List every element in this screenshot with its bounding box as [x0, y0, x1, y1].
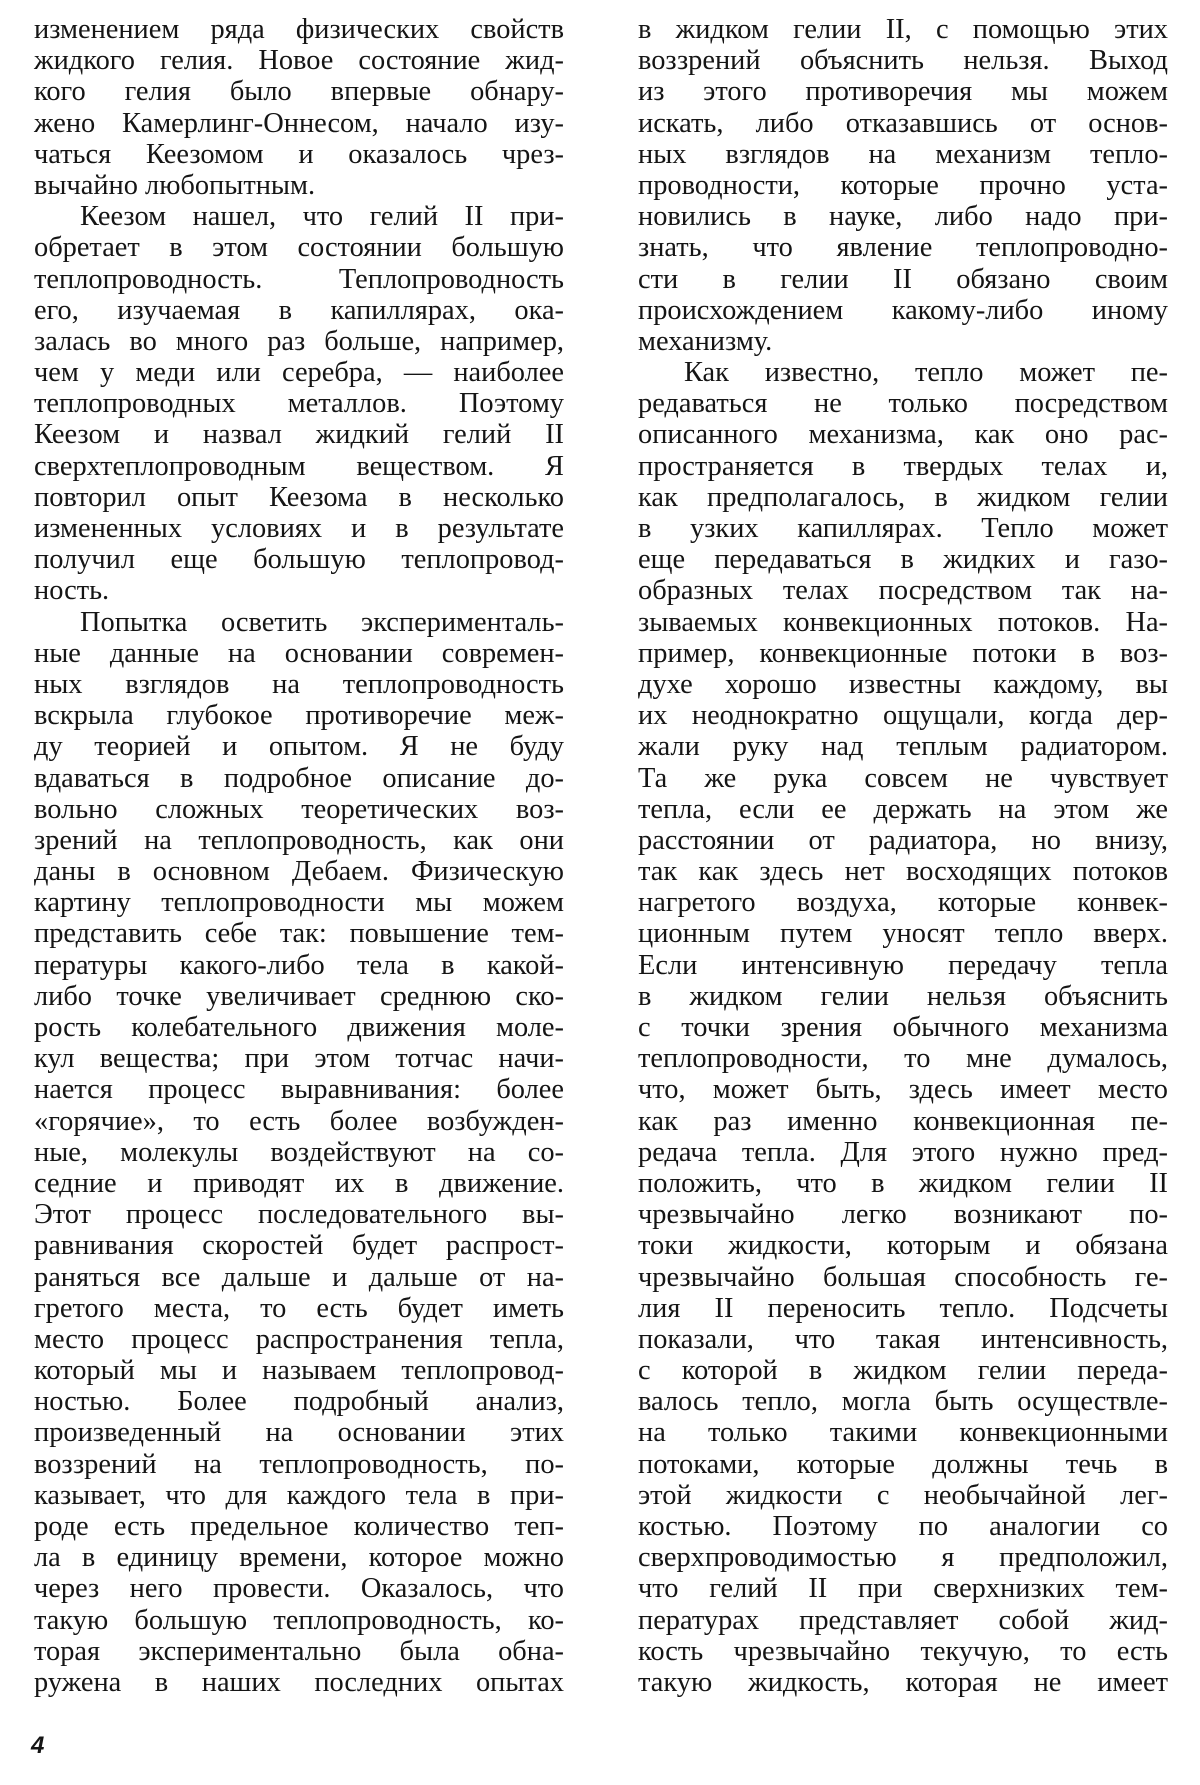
text-line: ных взглядов на теплопроводность [34, 668, 564, 700]
text-line: казывает, что для каждого тела в при- [34, 1479, 564, 1511]
text-line: нагретого воздуха, которые конвек- [638, 887, 1168, 919]
text-line: сти в гелии II обязано своим [638, 263, 1168, 295]
text-line: равнивания скоростей будет распрост- [34, 1230, 564, 1262]
right-text-column [638, 14, 1168, 1698]
text-line: картину теплопроводности мы можем [34, 887, 564, 919]
text-line: знать, что явление теплопроводно- [638, 232, 1168, 264]
text-line: еще передаваться в жидких и газо- [638, 544, 1168, 576]
text-line: ционным путем уносят тепло вверх. [638, 918, 1168, 950]
text-line: ные, молекулы воздействуют на со- [34, 1136, 564, 1168]
text-line: произведенный на основании этих [34, 1417, 564, 1449]
text-line: чаться Кеезомом и оказалось чрез- [34, 138, 564, 170]
text-line: положить, что в жидком гелии II [638, 1167, 1168, 1199]
text-line: роде есть предельное количество теп- [34, 1511, 564, 1542]
text-line: ла в единицу времени, которое можно [34, 1542, 564, 1574]
text-line: Попытка осветить эксперименталь- [80, 606, 564, 638]
text-line: торая экспериментально была обна- [34, 1635, 564, 1667]
text-line: вычайно любопытным. [34, 169, 316, 201]
text-line: токи жидкости, которым и обязана [638, 1230, 1168, 1262]
text-line: потоками, которые должны течь в [638, 1448, 1168, 1480]
text-line: рость колебательного движения моле- [34, 1012, 564, 1043]
text-line: редаваться не только посредством [638, 388, 1168, 420]
text-line: проводности, которые прочно уста- [638, 169, 1168, 201]
text-line: показали, что такая интенсивность, [638, 1323, 1168, 1355]
text-line: чрезвычайно легко возникают по- [638, 1199, 1168, 1231]
text-line: происхождением какому-либо иному [638, 294, 1168, 326]
text-line: залась во много раз больше, например, [34, 325, 564, 357]
text-line: Та же рука совсем не чувствует [638, 762, 1168, 794]
text-line: новились в науке, либо надо при- [638, 201, 1168, 233]
text-line: такую большую теплопроводность, ко- [34, 1604, 564, 1636]
text-line: из этого противоречия мы можем [638, 76, 1168, 108]
left-text-column [34, 14, 564, 1698]
text-line: что, может быть, здесь имеет место [638, 1074, 1168, 1106]
text-line: Этот процесс последовательного вы- [34, 1199, 564, 1231]
text-line: этой жидкости с необычайной лег- [638, 1479, 1168, 1511]
text-line: жали руку над теплым радиатором. [638, 731, 1168, 763]
text-line: повторил опыт Кеезома в несколько [34, 481, 564, 513]
text-line: что гелий II при сверхнизких тем- [638, 1573, 1168, 1605]
text-line: сверхтеплопроводным веществом. Я [34, 450, 564, 482]
text-line: раняться все дальше и дальше от на- [34, 1261, 564, 1293]
text-line: зрений на теплопроводность, как они [34, 824, 564, 856]
text-line: ду теорией и опытом. Я не буду [34, 731, 564, 763]
text-line: редача тепла. Для этого нужно пред- [638, 1136, 1168, 1168]
text-line: Как известно, тепло может пе- [684, 357, 1168, 389]
text-line: в жидком гелии II, с помощью этих [638, 14, 1168, 45]
text-line: костью. Поэтому по аналогии со [638, 1511, 1168, 1542]
text-line: Если интенсивную передачу тепла [638, 949, 1168, 981]
text-line: в жидком гелии нельзя объяснить [638, 980, 1168, 1012]
text-line: который мы и называем теплопровод- [34, 1355, 564, 1387]
text-line: лия II переносить тепло. Подсчеты [638, 1292, 1168, 1324]
text-line: вдаваться в подробное описание до- [34, 762, 564, 794]
text-line: в узких капиллярах. Тепло может [638, 513, 1168, 544]
text-line: представить себе так: повышение тем- [34, 918, 564, 950]
text-line: жено Камерлинг-Оннесом, начало изу- [34, 107, 564, 139]
text-line: кого гелия было впервые обнару- [34, 76, 564, 108]
text-line: теплопроводность. Теплопроводность [34, 263, 564, 295]
text-line: теплопроводности, то мне думалось, [638, 1043, 1168, 1075]
text-line: через него провести. Оказалось, что [34, 1573, 564, 1605]
text-line: седние и приводят их в движение. [34, 1167, 564, 1199]
text-line: место процесс распространения тепла, [34, 1323, 564, 1355]
text-line: ные данные на основании современ- [34, 637, 564, 669]
text-line: сверхпроводимостью я предположил, [638, 1542, 1168, 1574]
text-line: как раз именно конвекционная пе- [638, 1105, 1168, 1137]
text-line: искать, либо отказавшись от основ- [638, 107, 1168, 139]
text-line: тепла, если ее держать на этом же [638, 793, 1168, 825]
text-line: пературах представляет собой жид- [638, 1604, 1168, 1636]
text-line: с точки зрения обычного механизма [638, 1012, 1168, 1043]
text-line: ностью. Более подробный анализ, [34, 1386, 564, 1418]
text-line: кул вещества; при этом тотчас начи- [34, 1043, 564, 1075]
text-line: жидкого гелия. Новое состояние жид- [34, 45, 564, 77]
text-line: Кеезом и назвал жидкий гелий II [34, 419, 564, 451]
text-line: либо точке увеличивает среднюю ско- [34, 980, 564, 1012]
text-line: с которой в жидком гелии переда- [638, 1355, 1168, 1387]
text-line: описанного механизма, как оно рас- [638, 419, 1168, 451]
text-line: расстоянии от радиатора, но внизу, [638, 824, 1168, 856]
text-line: кость чрезвычайно текучую, то есть [638, 1635, 1168, 1667]
text-line: так как здесь нет восходящих потоков [638, 856, 1168, 888]
text-line: даны в основном Дебаем. Физическую [34, 856, 564, 888]
text-line: пример, конвекционные потоки в воз- [638, 637, 1168, 669]
text-line: измененных условиях и в результате [34, 513, 564, 544]
text-line: теплопроводных металлов. Поэтому [34, 388, 564, 420]
text-line: Кеезом нашел, что гелий II при- [80, 201, 564, 233]
text-line: обретает в этом состоянии большую [34, 232, 564, 264]
text-line: духе хорошо известны каждому, вы [638, 668, 1168, 700]
text-line: чем у меди или серебра, — наиболее [34, 357, 564, 389]
text-line: образных телах посредством так на- [638, 575, 1168, 607]
text-line: воззрений объяснить нельзя. Выход [638, 45, 1168, 77]
text-line: «горячие», то есть более возбужден- [34, 1105, 564, 1137]
text-line: получил еще большую теплопровод- [34, 544, 564, 576]
text-line: ность. [34, 575, 110, 607]
text-line: ных взглядов на механизм тепло- [638, 138, 1168, 170]
text-line: пературы какого-либо тела в какой- [34, 949, 564, 981]
text-line: валось тепло, могла быть осуществле- [638, 1386, 1168, 1418]
text-line: вскрыла глубокое противоречие меж- [34, 700, 564, 732]
text-line: такую жидкость, которая не имеет [638, 1666, 1168, 1698]
text-line: их неоднократно ощущали, когда дер- [638, 700, 1168, 732]
text-line: механизму. [638, 325, 773, 357]
text-line: на только такими конвекционными [638, 1417, 1168, 1449]
text-line: чрезвычайно большая способность ге- [638, 1261, 1168, 1293]
text-line: вольно сложных теоретических воз- [34, 793, 564, 825]
page-number: 4 [31, 1732, 45, 1759]
text-line: гретого места, то есть будет иметь [34, 1292, 564, 1324]
text-line: пространяется в твердых телах и, [638, 450, 1168, 482]
text-line: как предполагалось, в жидком гелии [638, 481, 1168, 513]
text-line: его, изучаемая в капиллярах, ока- [34, 294, 564, 326]
text-line: нается процесс выравнивания: более [34, 1074, 564, 1106]
text-line: воззрений на теплопроводность, по- [34, 1448, 564, 1480]
text-line: зываемых конвекционных потоков. На- [638, 606, 1168, 638]
text-line: ружена в наших последних опытах [34, 1666, 564, 1698]
text-line: изменением ряда физических свойств [34, 14, 564, 45]
